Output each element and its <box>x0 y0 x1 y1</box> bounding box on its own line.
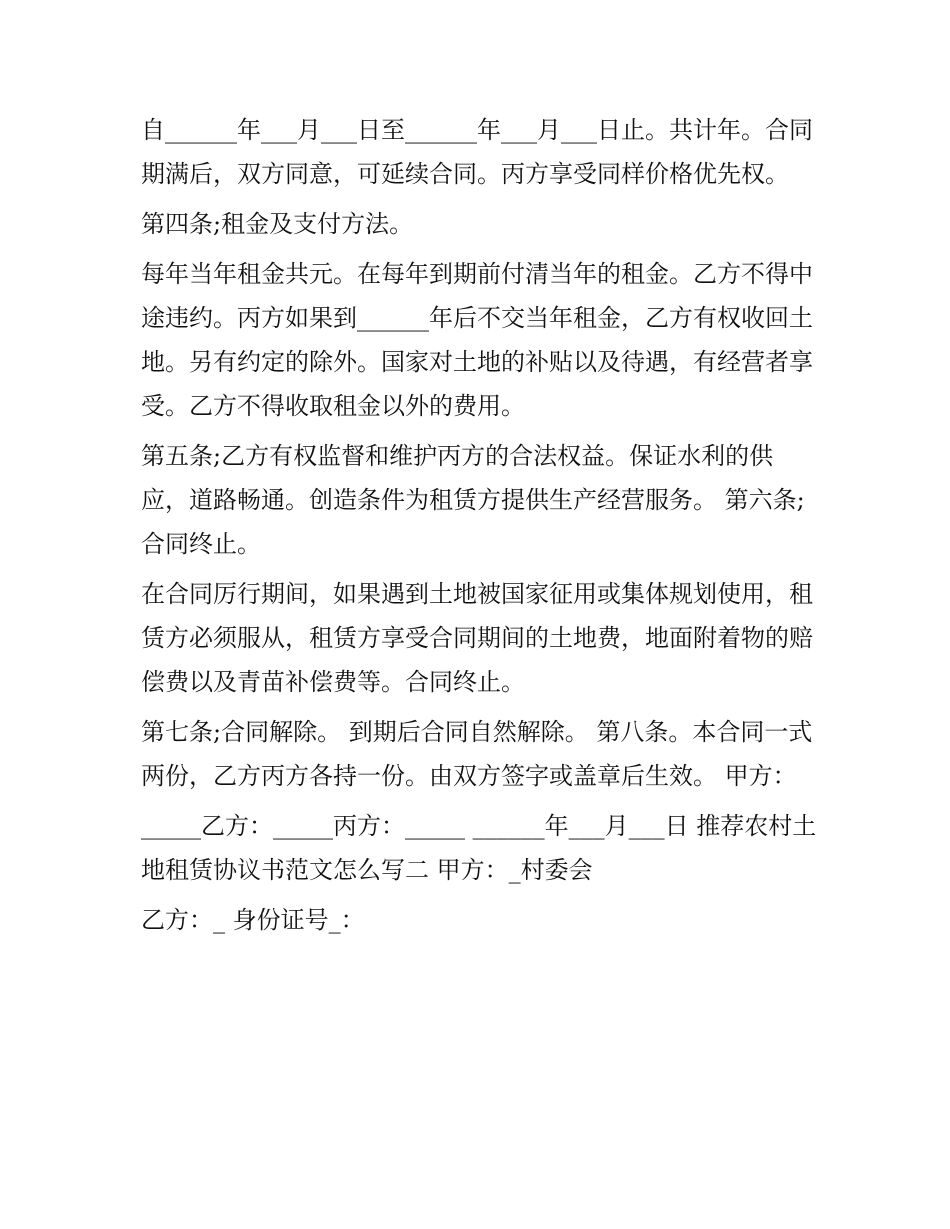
paragraph-article-5: 第五条;乙方有权监督和维护丙方的合法权益。保证水利的供应，道路畅通。创造条件为租赁方提供生产经营服务。 第六条;合同终止。 <box>141 442 805 558</box>
paragraph-termination: 在合同厉行期间，如果遇到土地被国家征用或集体规划使用，租赁方必须服从，租赁方享受合同期间的土地费，地面附着物的赔偿费以及青苗补偿费等。合同终止。 <box>141 580 813 696</box>
paragraph-rent-payment: 每年当年租金共元。在每年到期前付清当年的租金。乙方不得中途违约。丙方如果到______年后不交当年租金，乙方有权收回土地。另有约定的除外。国家对土地的补贴以及待遇，有经营者享受。乙方不得收取租金以外的费用。 <box>141 260 813 420</box>
paragraph-party-b-id: 乙方：_ 身份证号_： <box>141 906 365 934</box>
paragraph-article-7-8: 第七条;合同解除。 到期后合同自然解除。 第八条。本合同一式两份，乙方丙方各持一份。由双方签字或盖章后生效。 甲方： <box>141 718 813 790</box>
paragraph-article-4-heading: 第四条;租金及支付方法。 <box>141 210 414 238</box>
paragraph-term: 自______年___月___日至______年___月___日止。共计年。合同期满后，双方同意，可延续合同。丙方享受同样价格优先权。 <box>141 116 813 188</box>
document-body <box>141 108 821 948</box>
paragraph-signatures: _____乙方：_____丙方：_____ ______年___月___日 推荐农村土地租赁协议书范文怎么写二 甲方：_村委会 <box>141 812 817 884</box>
